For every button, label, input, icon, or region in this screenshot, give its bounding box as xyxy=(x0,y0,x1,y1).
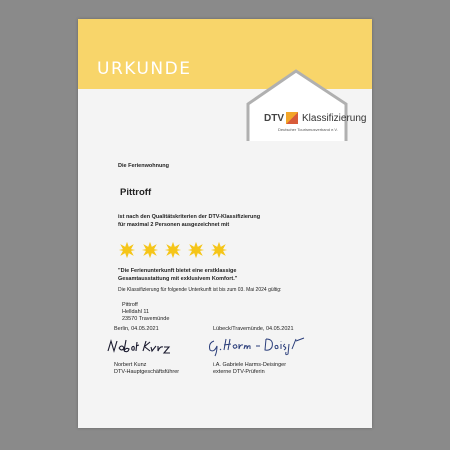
quote-line-1: "Die Ferienunterkunft bietet eine erstklassige xyxy=(118,268,237,274)
intro-line-1: ist nach den Qualitätskriterien der DTV-Klassifizierung xyxy=(118,214,261,220)
right-signer-name: i.A. Gabriele Harms-Deisinger xyxy=(213,362,287,368)
validity-text: Die Klassifizierung für folgende Unterkunft ist bis zum 03. Mai 2024 gültig: xyxy=(118,287,282,293)
signature-left xyxy=(106,337,176,357)
right-signer-role: externe DTV-Prüferin xyxy=(213,369,265,375)
category-label: Die Ferienwohnung xyxy=(118,163,170,169)
star-icon xyxy=(187,241,205,259)
address-line-3: 23570 Travemünde xyxy=(122,316,170,322)
logo-brand: DTV xyxy=(264,112,284,124)
intro-line-2: für maximal 2 Personen ausgezeichnet mit xyxy=(118,222,230,228)
star-icon xyxy=(141,241,159,259)
logo-name: Klassifizierung xyxy=(302,112,367,124)
logo-mark-icon xyxy=(286,112,298,124)
quote-line-2: Gesamtausstattung mit exklusivem Komfort." xyxy=(118,276,238,282)
logo-subtitle: Deutscher Tourismusverband e.V. xyxy=(278,127,338,132)
dtv-logo xyxy=(264,112,366,124)
left-place-date: Berlin, 04.05.2021 xyxy=(114,326,159,332)
star-icon xyxy=(210,241,228,259)
house-roof-icon xyxy=(78,19,372,154)
certificate xyxy=(78,19,372,428)
property-name: Pittroff xyxy=(120,187,152,198)
signature-right xyxy=(206,335,316,357)
left-signer-role: DTV-Hauptgeschäftsführer xyxy=(114,369,180,375)
star-icon xyxy=(118,241,136,259)
left-signer-name: Norbert Kunz xyxy=(114,362,147,368)
address-line-2: Helldahl 11 xyxy=(122,309,150,315)
address-line-1: Pittroff xyxy=(122,302,138,308)
right-place-date: Lübeck/Travemünde, 04.05.2021 xyxy=(213,326,294,332)
star-icon xyxy=(164,241,182,259)
star-rating xyxy=(118,241,228,259)
certificate-title: URKUNDE xyxy=(97,59,192,79)
